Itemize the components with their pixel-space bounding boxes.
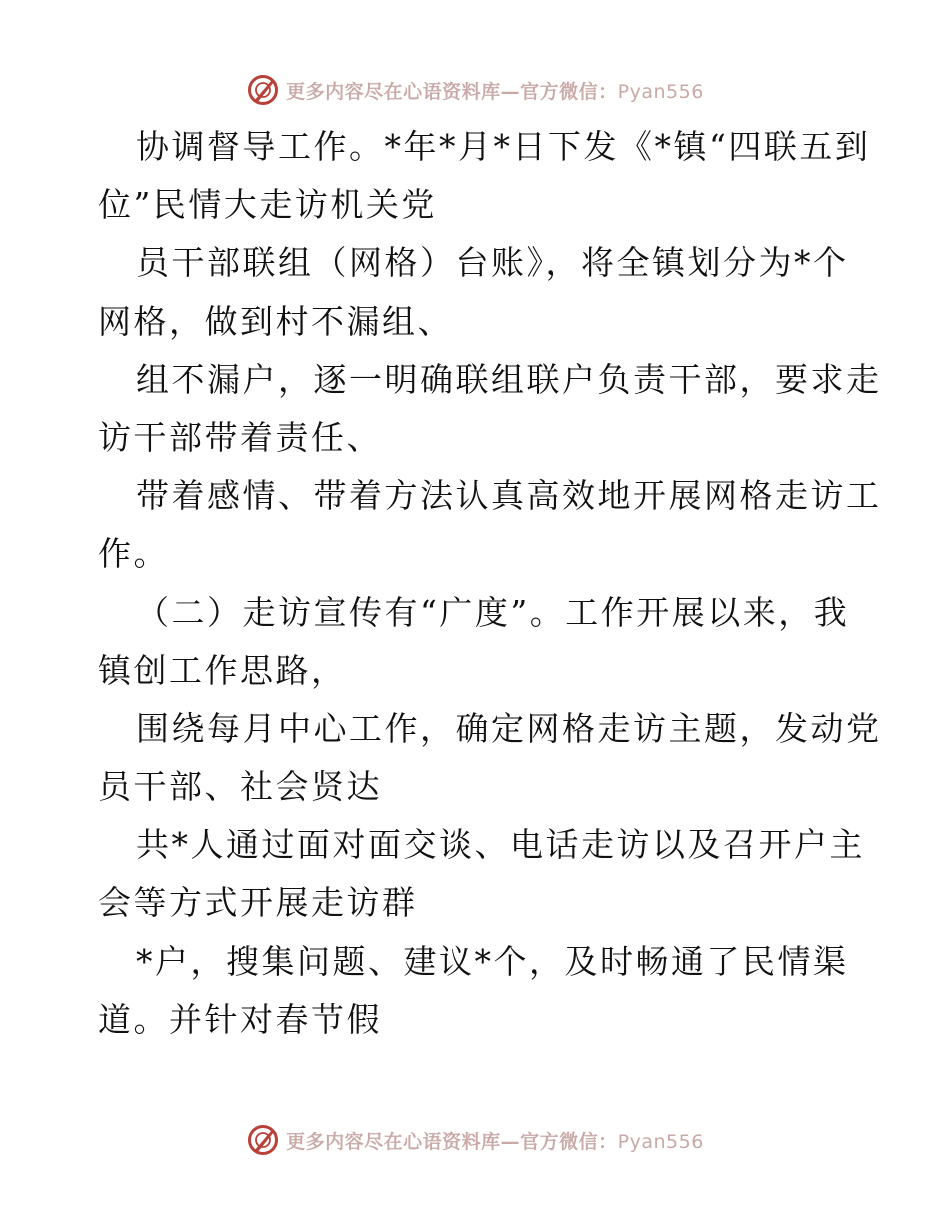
watermark-text: 更多内容尽在心语资料库—官方微信：Pyan556	[286, 1130, 704, 1153]
body-line: 作。	[98, 534, 169, 574]
header-watermark	[0, 70, 950, 110]
document-body	[98, 118, 882, 1049]
body-line: 员干部、社会贤达	[98, 767, 382, 807]
body-line: 共*人通过面对面交谈、电话走访以及召开户主	[136, 825, 865, 865]
watermark-text: 更多内容尽在心语资料库—官方微信：Pyan556	[286, 80, 704, 103]
body-line: 访干部带着责任、	[98, 417, 382, 457]
body-line: 组不漏户，逐一明确联组联户负责干部，要求走	[136, 359, 882, 399]
body-line: 网格，做到村不漏组、	[98, 301, 453, 341]
body-line: 镇创工作思路，	[98, 650, 347, 690]
body-line: 会等方式开展走访群	[98, 883, 418, 923]
body-line: 位”民情大走访机关党	[98, 185, 437, 225]
body-line: 带着感情、带着方法认真高效地开展网格走访工	[136, 476, 882, 516]
seal-pen-icon	[246, 1123, 280, 1157]
body-line: 员干部联组（网格）台账》，将全镇划分为*个	[136, 243, 849, 283]
body-line: 道。并针对春节假	[98, 999, 382, 1039]
seal-pen-icon	[246, 73, 280, 107]
footer-watermark	[0, 1120, 950, 1160]
body-line: *户，搜集问题、建议*个，及时畅通了民情渠	[136, 941, 849, 981]
body-line: （二）走访宣传有“广度”。工作开展以来，我	[136, 592, 850, 632]
body-line: 围绕每月中心工作，确定网格走访主题，发动党	[136, 708, 882, 748]
body-line: 协调督导工作。*年*月*日下发《*镇“四联五到	[136, 127, 871, 166]
